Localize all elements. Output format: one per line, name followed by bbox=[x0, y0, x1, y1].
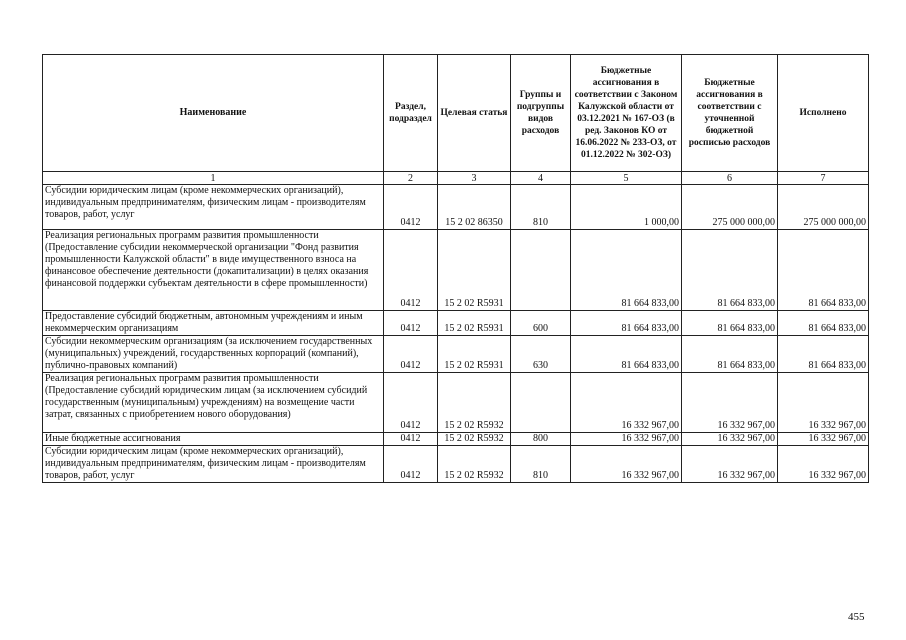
row-group: 810 bbox=[511, 185, 571, 230]
row-group: 800 bbox=[511, 433, 571, 446]
header-groups: Группы и подгруппы видов расходов bbox=[511, 55, 571, 172]
row-section: 0412 bbox=[384, 336, 438, 373]
row-law-allocation: 16 332 967,00 bbox=[571, 373, 682, 433]
row-target: 15 2 02 R5932 bbox=[438, 446, 511, 483]
table-row bbox=[43, 373, 869, 433]
row-law-allocation: 16 332 967,00 bbox=[571, 446, 682, 483]
row-executed: 275 000 000,00 bbox=[778, 185, 869, 230]
header-revised-allocations: Бюджетные ассигнования в соответствии с уточненной бюджетной росписью расходов bbox=[682, 55, 778, 172]
row-section: 0412 bbox=[384, 230, 438, 311]
row-revised-allocation: 81 664 833,00 bbox=[682, 230, 778, 311]
page-number: 455 bbox=[848, 611, 865, 623]
table-row bbox=[43, 446, 869, 483]
column-number: 3 bbox=[438, 172, 511, 185]
row-name: Реализация региональных программ развития промышленности (Предоставление субсидии некоммерческой организации "Фонд развития промышленности Калужской области" в виде имущественного взноса на финансовое обеспечение деятельности (докапитализации) в целях оказания финансовой поддержки субъектам деятельности в сфере промышленности) bbox=[43, 230, 384, 311]
row-group bbox=[511, 230, 571, 311]
row-revised-allocation: 81 664 833,00 bbox=[682, 336, 778, 373]
table-body bbox=[43, 185, 869, 483]
budget-table bbox=[42, 54, 869, 483]
header-row bbox=[43, 55, 869, 172]
header-executed: Исполнено bbox=[778, 55, 869, 172]
row-executed: 81 664 833,00 bbox=[778, 311, 869, 336]
column-number-row bbox=[43, 172, 869, 185]
row-law-allocation: 81 664 833,00 bbox=[571, 336, 682, 373]
row-executed: 81 664 833,00 bbox=[778, 336, 869, 373]
row-group: 810 bbox=[511, 446, 571, 483]
row-name: Предоставление субсидий бюджетным, автономным учреждениям и иным некоммерческим организациям bbox=[43, 311, 384, 336]
row-executed: 16 332 967,00 bbox=[778, 373, 869, 433]
header-law-allocations: Бюджетные ассигнования в соответствии с Законом Калужской области от 03.12.2021 № 167-ОЗ (в ред. Законов КО от 16.06.2022 № 233-ОЗ, от 01.12.2022 № 302-ОЗ) bbox=[571, 55, 682, 172]
row-revised-allocation: 275 000 000,00 bbox=[682, 185, 778, 230]
row-group: 600 bbox=[511, 311, 571, 336]
row-target: 15 2 02 R5932 bbox=[438, 433, 511, 446]
column-number: 6 bbox=[682, 172, 778, 185]
row-name: Субсидии некоммерческим организациям (за исключением государственных (муниципальных) учреждений, государственных корпораций (компаний), публично-правовых компаний) bbox=[43, 336, 384, 373]
row-revised-allocation: 16 332 967,00 bbox=[682, 373, 778, 433]
row-executed: 16 332 967,00 bbox=[778, 433, 869, 446]
row-law-allocation: 1 000,00 bbox=[571, 185, 682, 230]
row-target: 15 2 02 R5932 bbox=[438, 373, 511, 433]
row-executed: 81 664 833,00 bbox=[778, 230, 869, 311]
row-group bbox=[511, 373, 571, 433]
table-row bbox=[43, 433, 869, 446]
row-section: 0412 bbox=[384, 446, 438, 483]
row-executed: 16 332 967,00 bbox=[778, 446, 869, 483]
column-number: 2 bbox=[384, 172, 438, 185]
table-row bbox=[43, 336, 869, 373]
row-group: 630 bbox=[511, 336, 571, 373]
row-target: 15 2 02 R5931 bbox=[438, 311, 511, 336]
row-name: Субсидии юридическим лицам (кроме некоммерческих организаций), индивидуальным предпринимателям, физическим лицам - производителям товаров, работ, услуг bbox=[43, 446, 384, 483]
row-name: Субсидии юридическим лицам (кроме некоммерческих организаций), индивидуальным предпринимателям, физическим лицам - производителям товаров, работ, услуг bbox=[43, 185, 384, 230]
header-section: Раздел, подраздел bbox=[384, 55, 438, 172]
header-target: Целевая статья bbox=[438, 55, 511, 172]
row-revised-allocation: 16 332 967,00 bbox=[682, 446, 778, 483]
column-number: 5 bbox=[571, 172, 682, 185]
row-target: 15 2 02 R5931 bbox=[438, 336, 511, 373]
table-row bbox=[43, 230, 869, 311]
column-number: 7 bbox=[778, 172, 869, 185]
row-section: 0412 bbox=[384, 311, 438, 336]
row-target: 15 2 02 R5931 bbox=[438, 230, 511, 311]
table-row bbox=[43, 185, 869, 230]
column-number: 1 bbox=[43, 172, 384, 185]
row-target: 15 2 02 86350 bbox=[438, 185, 511, 230]
header-name: Наименование bbox=[43, 55, 384, 172]
row-name: Иные бюджетные ассигнования bbox=[43, 433, 384, 446]
table-row bbox=[43, 311, 869, 336]
row-revised-allocation: 16 332 967,00 bbox=[682, 433, 778, 446]
row-name: Реализация региональных программ развития промышленности (Предоставление субсидий юридическим лицам (за исключением субсидий государственным (муниципальным) учреждениям) на возмещение части затрат, связанных с приобретением нового оборудования) bbox=[43, 373, 384, 433]
row-section: 0412 bbox=[384, 433, 438, 446]
row-revised-allocation: 81 664 833,00 bbox=[682, 311, 778, 336]
column-number: 4 bbox=[511, 172, 571, 185]
row-law-allocation: 81 664 833,00 bbox=[571, 311, 682, 336]
row-section: 0412 bbox=[384, 185, 438, 230]
row-law-allocation: 16 332 967,00 bbox=[571, 433, 682, 446]
row-law-allocation: 81 664 833,00 bbox=[571, 230, 682, 311]
row-section: 0412 bbox=[384, 373, 438, 433]
